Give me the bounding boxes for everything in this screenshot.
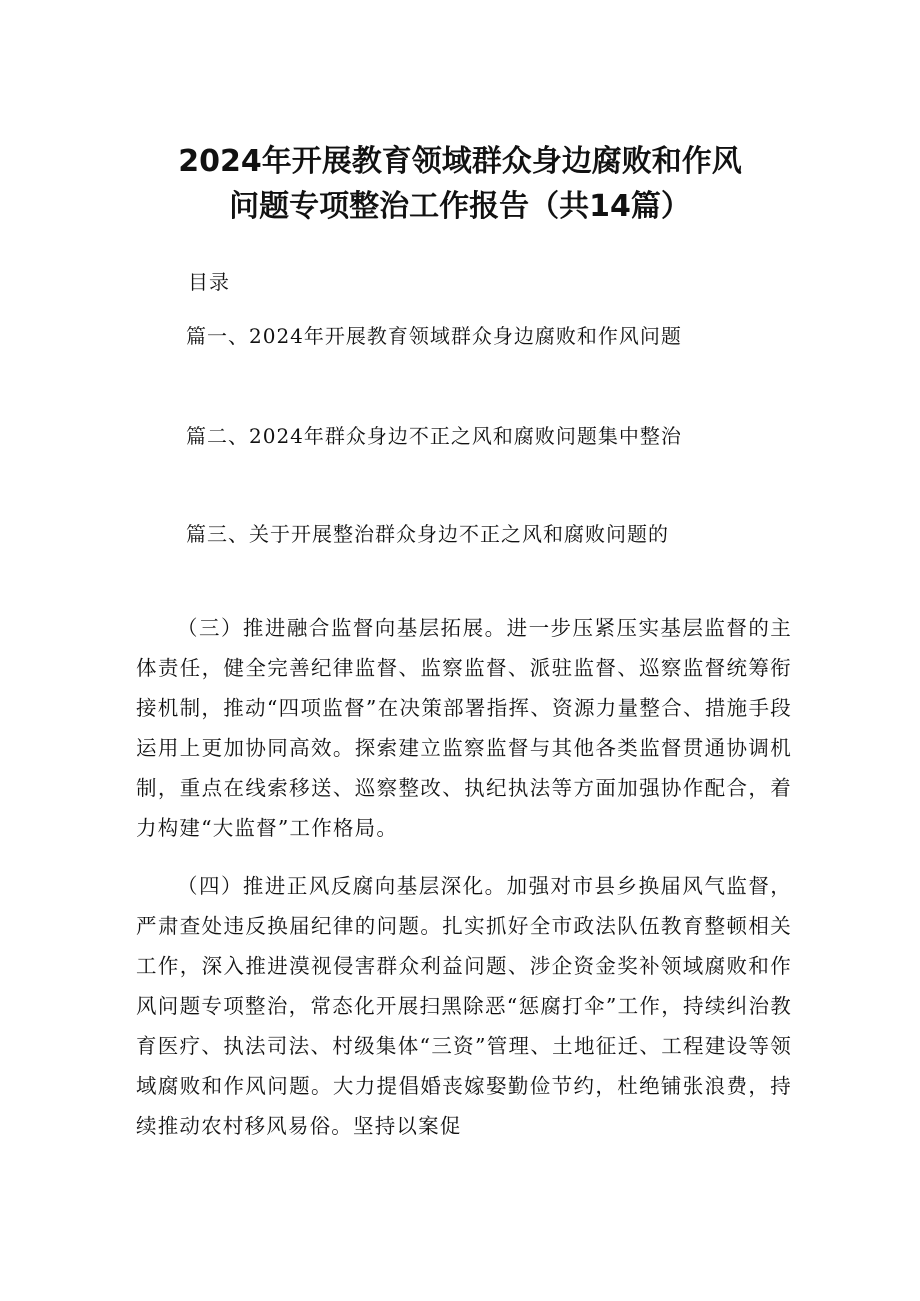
document-title-line-2: 问题专项整治工作报告（共14篇）	[229, 189, 691, 224]
toc-heading: 目录	[188, 270, 230, 294]
body-paragraph-3: （三）推进融合监督向基层拓展。进一步压紧压实基层监督的主体责任，健全完善纪律监督、监察监督、派驻监督、巡察监督统筹衔接机制，推动“四项监督”在决策部署指挥、资源力量整合、措施手段运用上更加协同高效。探索建立监察监督与其他各类监督贯通协调机制，重点在线索移送、巡察整改、执纪执法等方面加强协作配合，着力构建“大监督”工作格局。	[136, 616, 792, 840]
document-title-line-1: 2024年开展教育领域群众身边腐败和作风	[178, 144, 742, 179]
toc-item-2[interactable]: 篇二、2024年群众身边不正之风和腐败问题集中整治	[186, 424, 682, 448]
toc-item-1[interactable]: 篇一、2024年开展教育领域群众身边腐败和作风问题	[186, 324, 682, 348]
toc-item-3[interactable]: 篇三、关于开展整治群众身边不正之风和腐败问题的	[186, 522, 669, 546]
body-paragraph-4: （四）推进正风反腐向基层深化。加强对市县乡换届风气监督，严肃查处违反换届纪律的问题。扎实抓好全市政法队伍教育整顿相关工作，深入推进漠视侵害群众利益问题、涉企资金奖补领域腐败和作风问题专项整治，常态化开展扫黑除恶“惩腐打伞”工作，持续纠治教育医疗、执法司法、村级集体“三资”管理、土地征迁、工程建设等领域腐败和作风问题。大力提倡婚丧嫁娶勤俭节约，杜绝铺张浪费，持续推动农村移风易俗。坚持以案促	[136, 874, 792, 1138]
